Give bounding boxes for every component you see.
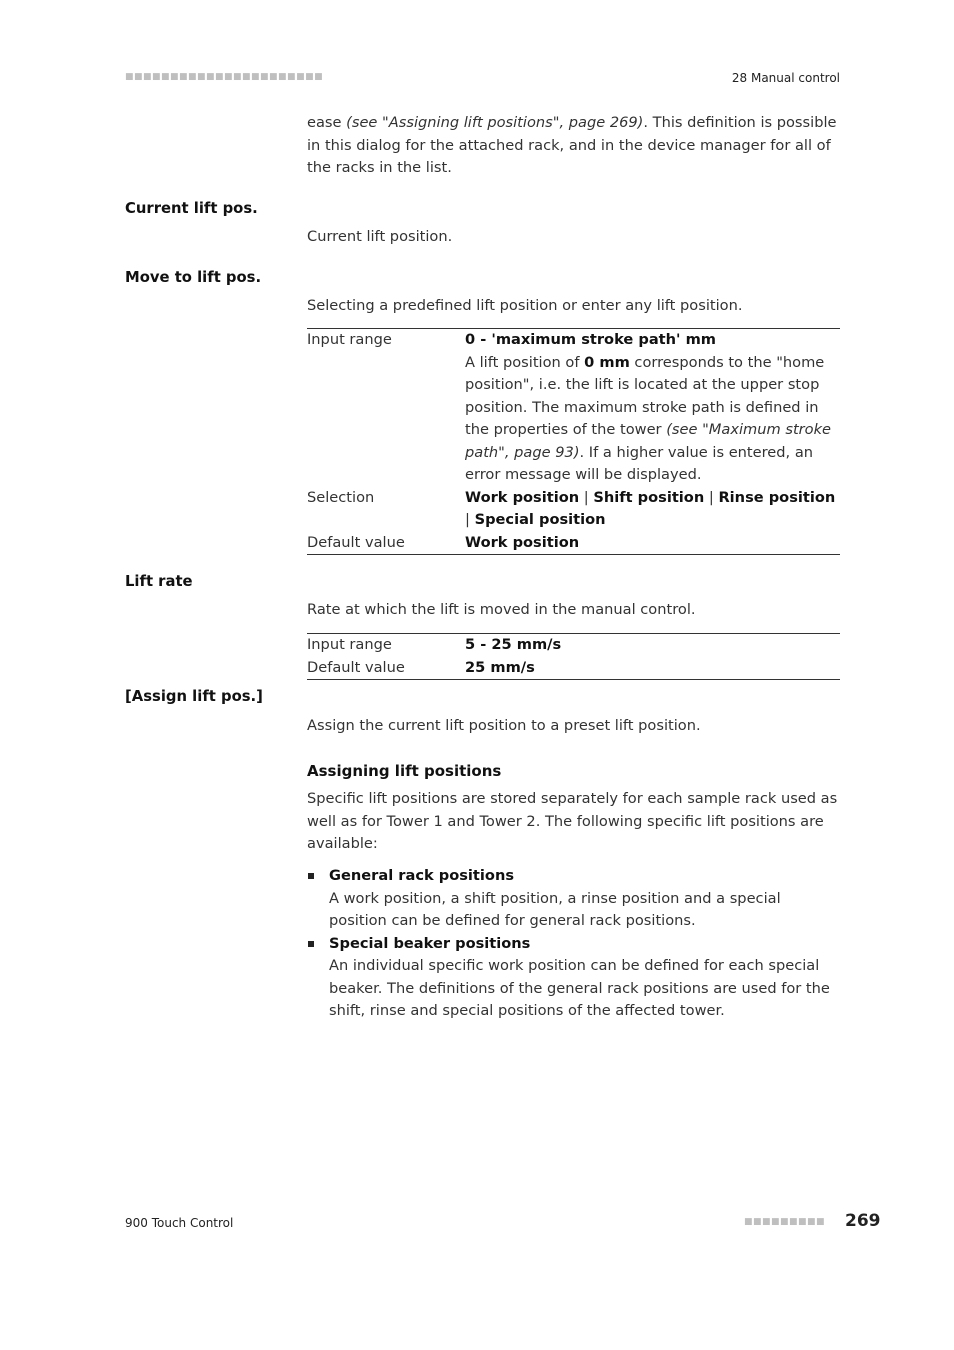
input-range-label: Input range <box>307 636 392 653</box>
note-bold-value: 0 mm <box>584 353 630 371</box>
note-text-a: A lift position of <box>465 353 585 371</box>
intro-text-b: . This definition is possible in this dialog for the attached rack, and in the device manager for all of the racks in the list. <box>307 114 837 176</box>
selection-separator: | <box>583 488 589 506</box>
bullet-square-icon <box>308 941 314 947</box>
footer-product-name: 900 Touch Control <box>125 1216 234 1230</box>
default-value: 25 mm/s <box>465 658 535 676</box>
table-row <box>307 487 840 532</box>
selection-option: Shift position <box>593 488 705 506</box>
term-move-to-lift-pos: Move to lift pos. <box>125 269 262 286</box>
selection-separator: | <box>465 511 470 528</box>
list-item-description: A work position, a shift position, a rinse position and a special position can be defined for general rack positions. <box>329 889 781 929</box>
term-current-lift-pos: Current lift pos. <box>125 200 258 217</box>
input-range-label: Input range <box>307 331 392 348</box>
section-heading-assigning-lift-positions: Assigning lift positions <box>307 762 502 780</box>
intro-paragraph <box>307 112 841 180</box>
current-lift-pos-description: Current lift position. <box>307 228 453 245</box>
intro-text-a: ease <box>307 114 347 131</box>
table-row <box>307 634 840 657</box>
default-value-cell <box>465 657 840 680</box>
note-cross-reference[interactable]: (see "Maximum stroke path", page 93) <box>465 421 832 461</box>
default-value-cell <box>465 532 840 555</box>
note-text-b: corresponds to the "home position", i.e. the lift is located at the upper stop position. The maximum stroke path is defined in the properties of the tower <box>465 353 825 438</box>
assign-lift-pos-description: Assign the current lift position to a preset lift position. <box>307 717 701 734</box>
list-item-description: An individual specific work position can be defined for each special beaker. The definitions of the general rack positions are used for the shift, rinse and special positions of the affected tower. <box>329 957 830 1019</box>
term-assign-lift-pos: [Assign lift pos.] <box>125 688 263 705</box>
chapter-title: 28 Manual control <box>731 71 840 85</box>
lift-rate-description: Rate at which the lift is moved in the manual control. <box>307 601 696 618</box>
footer-decoration: ■■■■■■■■■ <box>744 1217 826 1227</box>
table-row <box>307 329 840 487</box>
list-item-title: Special beaker positions <box>329 934 531 952</box>
input-range-value: 0 - 'maximum stroke path' mm <box>465 331 716 348</box>
input-range-cell <box>465 634 840 657</box>
default-value-label: Default value <box>307 658 405 676</box>
input-range-value: 5 - 25 mm/s <box>465 636 562 653</box>
assigning-section-paragraph: Specific lift positions are stored separately for each sample rack used as well as for Tower 1 and Tower 2. The following specific lift positions are available: <box>307 790 838 852</box>
selection-option: Special position <box>474 511 606 528</box>
list-item <box>307 865 841 933</box>
default-value-label: Default value <box>307 533 405 551</box>
input-range-cell <box>465 329 840 487</box>
lift-position-types-list <box>307 865 841 1023</box>
selection-option: Rinse position <box>718 488 836 506</box>
page-number: 269 <box>845 1211 881 1231</box>
selection-option: Work position <box>465 488 580 506</box>
bullet-square-icon <box>308 873 314 879</box>
move-to-lift-pos-parameter-table <box>307 328 840 555</box>
selection-options <box>465 487 840 532</box>
selection-label: Selection <box>307 488 375 506</box>
move-to-lift-pos-description: Selecting a predefined lift position or enter any lift position. <box>307 297 743 314</box>
list-item <box>307 933 841 1023</box>
header-decoration: ■■■■■■■■■■■■■■■■■■■■■■ <box>125 72 324 82</box>
term-lift-rate: Lift rate <box>125 573 193 590</box>
list-item-title: General rack positions <box>329 867 515 884</box>
table-row <box>307 532 840 555</box>
note-text-c: . If a higher value is entered, an error message will be displayed. <box>465 443 814 483</box>
table-row <box>307 657 840 680</box>
default-value: Work position <box>465 533 580 551</box>
lift-rate-parameter-table <box>307 633 840 680</box>
intro-cross-reference[interactable]: (see "Assigning lift positions", page 269) <box>346 114 644 131</box>
selection-separator: | <box>708 488 714 506</box>
